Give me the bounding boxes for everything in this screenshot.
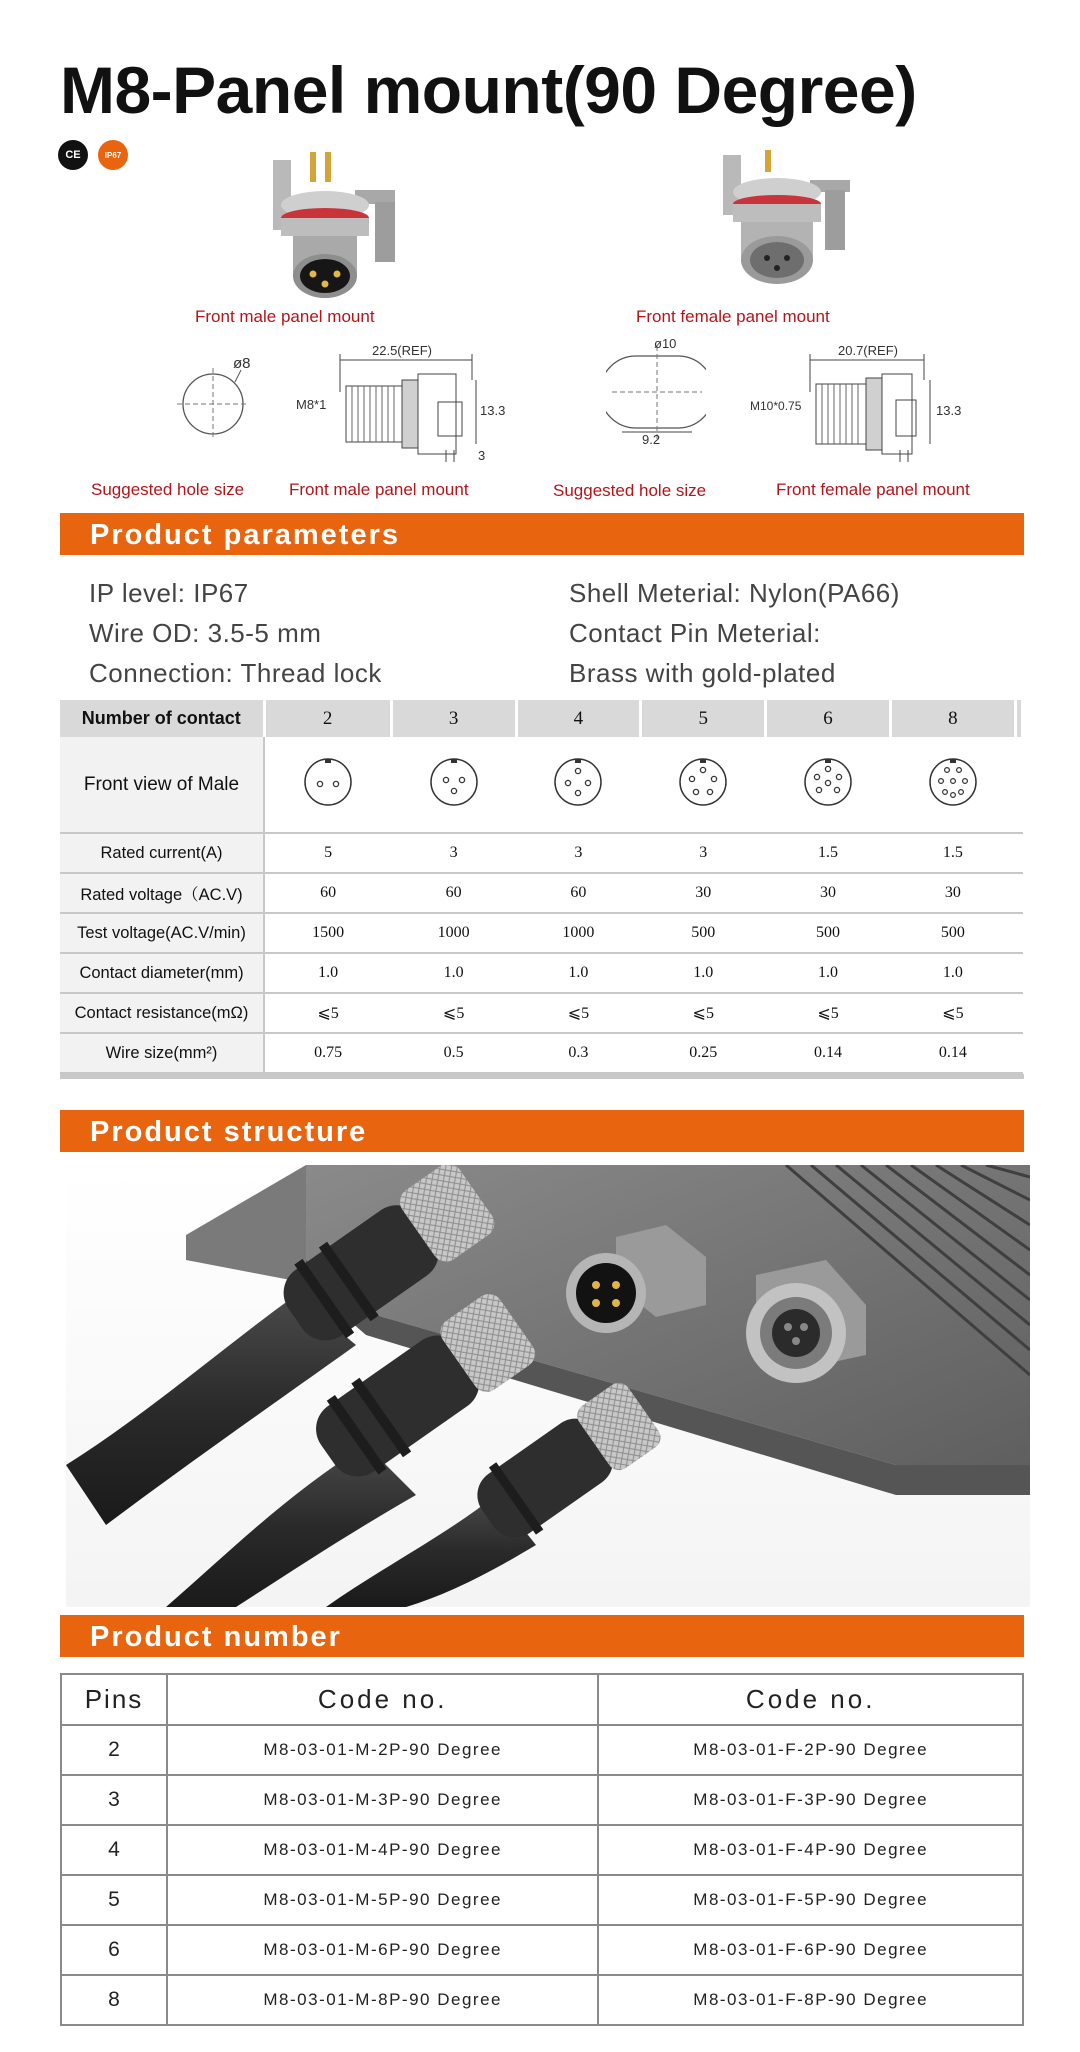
page-title: M8-Panel mount(90 Degree) <box>60 53 917 127</box>
param-contact-material: Contact Pin Meterial: <box>569 618 821 648</box>
male-hole-dimension: ø8 <box>233 355 251 372</box>
spec-cell: 1.0 <box>641 953 766 993</box>
table-row <box>61 1775 1023 1825</box>
male-panel-connector-image <box>255 150 415 300</box>
table-row <box>61 1975 1023 2025</box>
female-height-dimension: 13.3 <box>936 403 962 418</box>
product-number-table <box>60 1673 1024 2026</box>
ip67-badge-icon: IP67 <box>98 140 128 170</box>
pn-pins-cell: 5 <box>61 1875 167 1925</box>
spec-cell: ⩽5 <box>890 993 1015 1033</box>
spec-cell: 1.5 <box>766 833 891 873</box>
spec-cell: 0.5 <box>391 1033 516 1073</box>
spec-cell: ⩽5 <box>391 993 516 1033</box>
ce-mark-icon: CE <box>58 140 88 170</box>
product-structure-photo <box>66 1165 1030 1607</box>
param-connection: Connection: Thread lock <box>89 658 382 688</box>
spec-cell: 5 <box>264 833 391 873</box>
spec-cell: 3 <box>391 833 516 873</box>
pn-female-code-cell: M8-03-01-F-6P-90 Degree <box>598 1925 1023 1975</box>
spec-row-label: Wire size(mm²) <box>60 1033 264 1073</box>
spec-cell: 1000 <box>516 913 641 953</box>
female-hole-dimension: ø10 <box>654 336 677 351</box>
spec-cell: 0.75 <box>264 1033 391 1073</box>
spec-row-label: Rated voltage（AC.V) <box>60 873 264 913</box>
spec-row <box>60 913 1023 953</box>
female-side-drawing <box>750 340 965 465</box>
section-title-number: Product number <box>90 1621 342 1653</box>
pin-layout-2-icon <box>264 737 391 833</box>
spec-row <box>60 833 1023 873</box>
spec-cell: 1.0 <box>890 953 1015 993</box>
pn-male-code-cell: M8-03-01-M-4P-90 Degree <box>167 1825 598 1875</box>
spec-row-label: Contact resistance(mΩ) <box>60 993 264 1033</box>
spec-cell: 30 <box>641 873 766 913</box>
male-thread-dimension: M8*1 <box>296 397 327 412</box>
pn-male-code-cell: M8-03-01-M-8P-90 Degree <box>167 1975 598 2025</box>
spec-cell: ⩽5 <box>516 993 641 1033</box>
pn-header-code-male: Code no. <box>167 1674 598 1725</box>
male-side-drawing <box>296 340 511 465</box>
spec-header-contact: 2 <box>264 700 391 737</box>
spec-header-row <box>60 700 1023 737</box>
pn-pins-cell: 2 <box>61 1725 167 1775</box>
pn-pins-cell: 8 <box>61 1975 167 2025</box>
spec-row <box>60 993 1023 1033</box>
pn-female-code-cell: M8-03-01-F-4P-90 Degree <box>598 1825 1023 1875</box>
spec-cell: 60 <box>264 873 391 913</box>
spec-header-contact: 6 <box>766 700 891 737</box>
male-hole-drawing <box>175 352 265 442</box>
pn-header-code-female: Code no. <box>598 1674 1023 1725</box>
label-front-female-panel-mount: Front female panel mount <box>636 307 830 326</box>
param-contact-material-value: Brass with gold-plated <box>569 658 836 688</box>
section-title-parameters: Product parameters <box>90 519 400 551</box>
param-ip-level: IP level: IP67 <box>89 578 249 608</box>
label-suggested-hole-size-male: Suggested hole size <box>91 480 245 499</box>
spec-cell: 1500 <box>264 913 391 953</box>
female-panel-connector-image <box>705 150 865 290</box>
spec-cell: 3 <box>641 833 766 873</box>
spec-cell: 60 <box>516 873 641 913</box>
spec-cell: 1.5 <box>890 833 1015 873</box>
pin-layout-3-icon <box>391 737 516 833</box>
spec-cell: ⩽5 <box>641 993 766 1033</box>
pn-header-row <box>61 1674 1023 1725</box>
pn-male-code-cell: M8-03-01-M-6P-90 Degree <box>167 1925 598 1975</box>
section-bar-product-parameters <box>60 513 1024 555</box>
spec-cell: 30 <box>766 873 891 913</box>
spec-cell: 1.0 <box>391 953 516 993</box>
section-bar-product-number <box>60 1615 1024 1657</box>
pn-male-code-cell: M8-03-01-M-3P-90 Degree <box>167 1775 598 1825</box>
spec-cell: 0.14 <box>890 1033 1015 1073</box>
spec-header-contact: 5 <box>641 700 766 737</box>
section-bar-product-structure <box>60 1110 1024 1152</box>
param-shell-material: Shell Meterial: Nylon(PA66) <box>569 578 900 608</box>
spec-cell: 1000 <box>391 913 516 953</box>
section-title-structure: Product structure <box>90 1116 368 1148</box>
spec-row-label: Contact diameter(mm) <box>60 953 264 993</box>
table-row <box>61 1925 1023 1975</box>
spec-cell: 500 <box>641 913 766 953</box>
spec-cell: 0.3 <box>516 1033 641 1073</box>
pn-female-code-cell: M8-03-01-F-2P-90 Degree <box>598 1725 1023 1775</box>
male-length-dimension: 22.5(REF) <box>372 343 432 358</box>
spec-cell: 60 <box>391 873 516 913</box>
pin-layout-8-icon <box>890 737 1015 833</box>
spec-front-view-row <box>60 737 1023 833</box>
spec-header-contact: 4 <box>516 700 641 737</box>
pin-layout-5-icon <box>641 737 766 833</box>
spec-header-contact: 8 <box>890 700 1015 737</box>
spec-cell: 0.25 <box>641 1033 766 1073</box>
table-row <box>61 1725 1023 1775</box>
pin-layout-4-icon <box>516 737 641 833</box>
pn-female-code-cell: M8-03-01-F-5P-90 Degree <box>598 1875 1023 1925</box>
spec-cell: 500 <box>766 913 891 953</box>
cert-badges <box>58 140 128 170</box>
female-length-dimension: 20.7(REF) <box>838 343 898 358</box>
spec-row <box>60 1033 1023 1073</box>
table-row <box>61 1825 1023 1875</box>
pn-pins-cell: 6 <box>61 1925 167 1975</box>
spec-row-label: Test voltage(AC.V/min) <box>60 913 264 953</box>
spec-cell: ⩽5 <box>264 993 391 1033</box>
spec-row <box>60 953 1023 993</box>
pn-female-code-cell: M8-03-01-F-8P-90 Degree <box>598 1975 1023 2025</box>
spec-cell: 1.0 <box>264 953 391 993</box>
pn-pins-cell: 4 <box>61 1825 167 1875</box>
spec-cell: ⩽5 <box>766 993 891 1033</box>
label-front-male-panel-mount: Front male panel mount <box>195 307 375 326</box>
pn-male-code-cell: M8-03-01-M-2P-90 Degree <box>167 1725 598 1775</box>
pn-header-pins: Pins <box>61 1674 167 1725</box>
spec-header-contact: 3 <box>391 700 516 737</box>
spec-cell: 500 <box>890 913 1015 953</box>
spec-cell: 1.0 <box>766 953 891 993</box>
pn-male-code-cell: M8-03-01-M-5P-90 Degree <box>167 1875 598 1925</box>
spec-header-label: Number of contact <box>60 700 264 737</box>
label-front-male-panel-mount-drawing: Front male panel mount <box>289 480 469 499</box>
female-thread-dimension: M10*0.75 <box>750 399 802 413</box>
spec-table-bottom-rule <box>60 1074 1024 1079</box>
female-hole-drawing <box>606 336 706 446</box>
male-height-dimension: 13.3 <box>480 403 506 418</box>
spec-cell: 0.14 <box>766 1033 891 1073</box>
label-suggested-hole-size-female: Suggested hole size <box>553 481 707 500</box>
spec-cell: 1.0 <box>516 953 641 993</box>
table-row <box>61 1875 1023 1925</box>
spec-header-empty <box>1015 700 1022 737</box>
spec-row-label: Front view of Male <box>60 737 264 833</box>
param-wire-od: Wire OD: 3.5-5 mm <box>89 618 322 648</box>
pn-female-code-cell: M8-03-01-F-3P-90 Degree <box>598 1775 1023 1825</box>
label-front-female-panel-mount-drawing: Front female panel mount <box>776 480 970 499</box>
pin-layout-6-icon <box>766 737 891 833</box>
male-tail-dimension: 3 <box>478 448 486 463</box>
spec-row-label: Rated current(A) <box>60 833 264 873</box>
spec-table <box>60 700 1024 1074</box>
spec-cell: 3 <box>516 833 641 873</box>
spec-cell: 30 <box>890 873 1015 913</box>
pn-pins-cell: 3 <box>61 1775 167 1825</box>
female-hole-width-dimension: 9.2 <box>642 432 661 446</box>
spec-row <box>60 873 1023 913</box>
